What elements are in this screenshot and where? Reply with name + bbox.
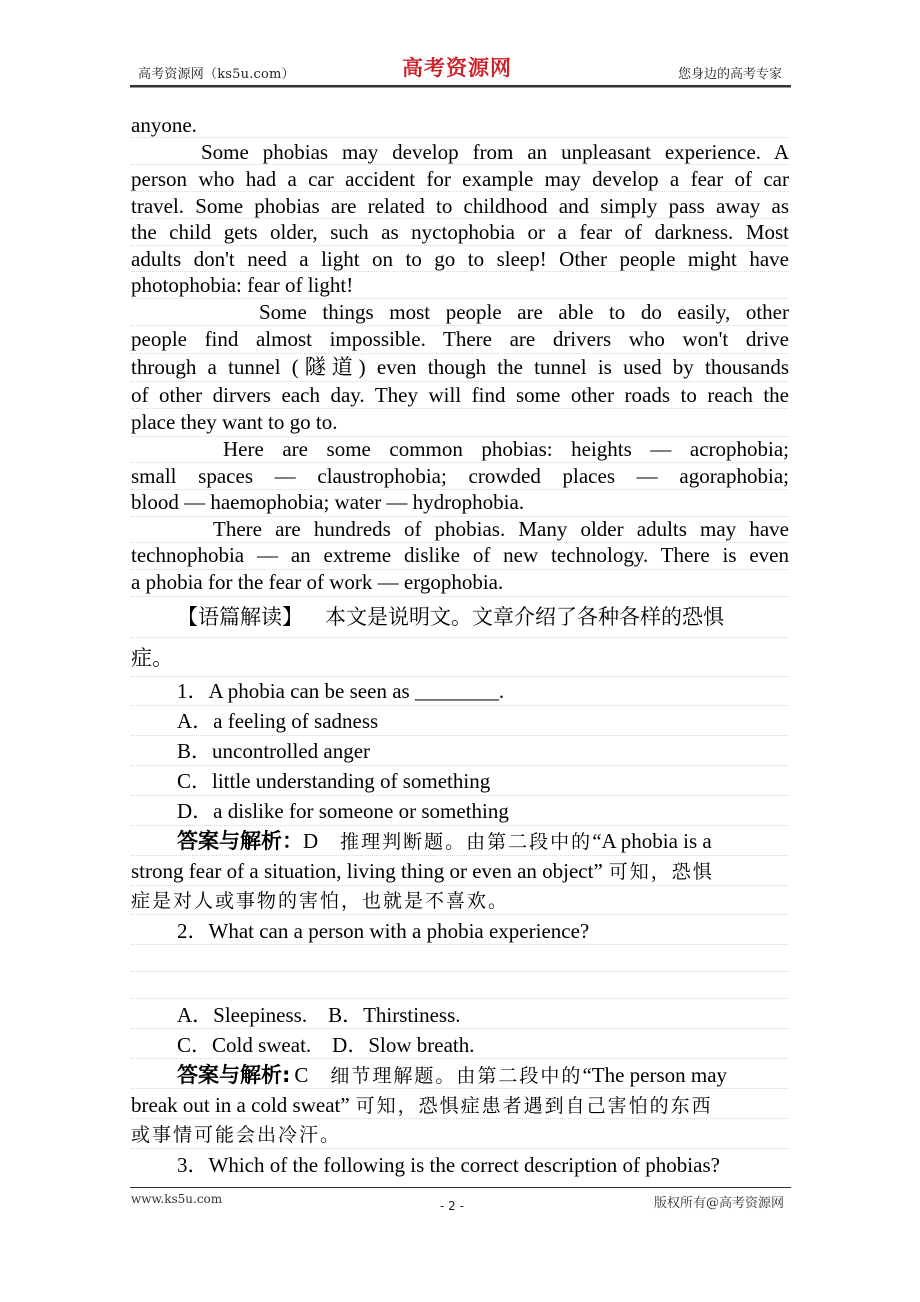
answer-2 (131, 1062, 789, 1089)
passage-line: travel. Some phobias are related to childhood and simply pass away as (131, 194, 789, 218)
passage-line: Some phobias may develop from an unpleasant experience. A (201, 140, 789, 164)
grid-line (131, 914, 789, 915)
question-2 (131, 918, 789, 944)
grid-line (131, 971, 789, 972)
passage-line: photophobia: fear of light! (131, 273, 354, 297)
answer-2-line3: 或事情可能会出冷汗。 (131, 1124, 342, 1146)
option-letter: B． (177, 739, 213, 763)
grid-line (131, 885, 789, 886)
explanation-cn: 可知，恐惧症患者遇到自己害怕的东西 (355, 1095, 713, 1117)
header-logo: 高考资源网 (402, 55, 512, 80)
grid-line (131, 676, 789, 677)
page-number: - 2 - (440, 1199, 464, 1213)
summary (131, 603, 789, 631)
passage-line: small spaces — claustrophobia; crowded places — agoraphobia; (131, 464, 789, 488)
grid-line (131, 596, 789, 597)
passage-line: Some things most people are able to do easily, other (259, 300, 789, 324)
passage-line: the child gets older, such as nyctophobia or a fear of darkness. Most (131, 220, 789, 244)
summary-label: 【语篇解读】 (177, 605, 303, 629)
passage-line: Here are some common phobias: heights — acrophobia; (223, 437, 789, 461)
explanation-en: strong fear of a situation, living thing or even an object” (131, 859, 603, 883)
passage-line: a phobia for the fear of work — ergophobia. (131, 570, 504, 594)
option-letter: C． (177, 769, 213, 793)
explanation-cn: 推理判断题。由第二段中的 (340, 831, 593, 853)
grid-line (131, 705, 789, 706)
answer-1-line3: 症是对人或事物的害怕，也就是不喜欢。 (131, 890, 510, 912)
header-divider (130, 85, 791, 88)
footer-divider (130, 1187, 791, 1188)
explanation-cn: 可知，恐惧 (608, 861, 714, 883)
grid-line (131, 1028, 789, 1029)
question-number: 2． (177, 919, 209, 943)
question-number: 1． (177, 679, 209, 703)
passage-line: technophobia — an extreme dislike of new technology. There is even (131, 543, 789, 567)
answer-letter: D (303, 829, 319, 853)
answer-label: 答案与解析: (177, 1063, 291, 1087)
question-number: 3． (177, 1153, 209, 1177)
grid-line (131, 765, 789, 766)
passage-line: blood — haemophobia; water — hydrophobia. (131, 490, 525, 514)
grid-line (131, 1058, 789, 1059)
footer-url[interactable]: www.ks5u.com (131, 1192, 223, 1206)
grid-line (131, 825, 789, 826)
answer-letter: C (294, 1063, 309, 1087)
summary-text: 本文是说明文。文章介绍了各种各样的恐惧 (325, 605, 724, 629)
footer-copyright: 版权所有@高考资源网 (653, 1196, 784, 1211)
options-2-row1[interactable]: A．Sleepiness. B．Thirstiness. (177, 1003, 461, 1027)
header-slogan: 您身边的高考专家 (677, 67, 782, 82)
explanation-en: break out in a cold sweat” (131, 1093, 350, 1117)
passage-line: through a tunnel (隧道) even though the tunnel is used by thousands (131, 355, 789, 379)
answer-1-line2 (131, 858, 789, 885)
option-1b[interactable] (131, 738, 789, 764)
grid-line (131, 1148, 789, 1149)
option-letter: D． (177, 799, 214, 823)
passage-line: place they want to go to. (131, 410, 338, 434)
passage-line: person who had a car accident for example may develop a fear of car (131, 167, 789, 191)
passage-line: people find almost impossible. There are drivers who won't drive (131, 327, 789, 351)
explanation-cn: 细节理解题。由第二段中的 (330, 1065, 583, 1087)
summary-continued: 症。 (131, 646, 173, 670)
option-text: a feeling of sadness (213, 709, 379, 733)
question-stem: What can a person with a phobia experience? (208, 919, 590, 943)
explanation-en: “The person may (582, 1063, 728, 1087)
option-1a[interactable] (131, 708, 789, 734)
grid-line (131, 998, 789, 999)
passage-line: adults don't need a light on to go to sleep! Other people might have (131, 247, 789, 271)
option-text: little understanding of something (212, 769, 491, 793)
question-1 (131, 678, 789, 704)
grid-line (131, 735, 789, 736)
explanation-en: “A phobia is a (592, 829, 712, 853)
passage-line: of other dirvers each day. They will find some other roads to reach the (131, 383, 789, 407)
option-1d[interactable] (131, 798, 789, 824)
option-letter: A． (177, 709, 214, 733)
question-3 (131, 1152, 789, 1178)
question-stem: A phobia can be seen as ________. (208, 679, 505, 703)
passage-line: There are hundreds of phobias. Many older adults may have (213, 517, 789, 541)
option-text: uncontrolled anger (212, 739, 371, 763)
grid-line (131, 855, 789, 856)
question-stem: Which of the following is the correct description of phobias? (208, 1153, 720, 1177)
passage-line: anyone. (131, 113, 197, 137)
page-header (130, 52, 790, 86)
grid-line (131, 795, 789, 796)
grid-line (131, 637, 789, 638)
options-2-row2[interactable]: C．Cold sweat. D．Slow breath. (177, 1033, 475, 1057)
answer-1 (131, 828, 789, 855)
answer-2-line2 (131, 1092, 789, 1119)
answer-label: 答案与解析： (177, 829, 303, 853)
header-site-name: 高考资源网（ks5u.com） (138, 67, 295, 82)
grid-line (131, 944, 789, 945)
option-text: a dislike for someone or something (213, 799, 509, 823)
option-1c[interactable] (131, 768, 789, 794)
